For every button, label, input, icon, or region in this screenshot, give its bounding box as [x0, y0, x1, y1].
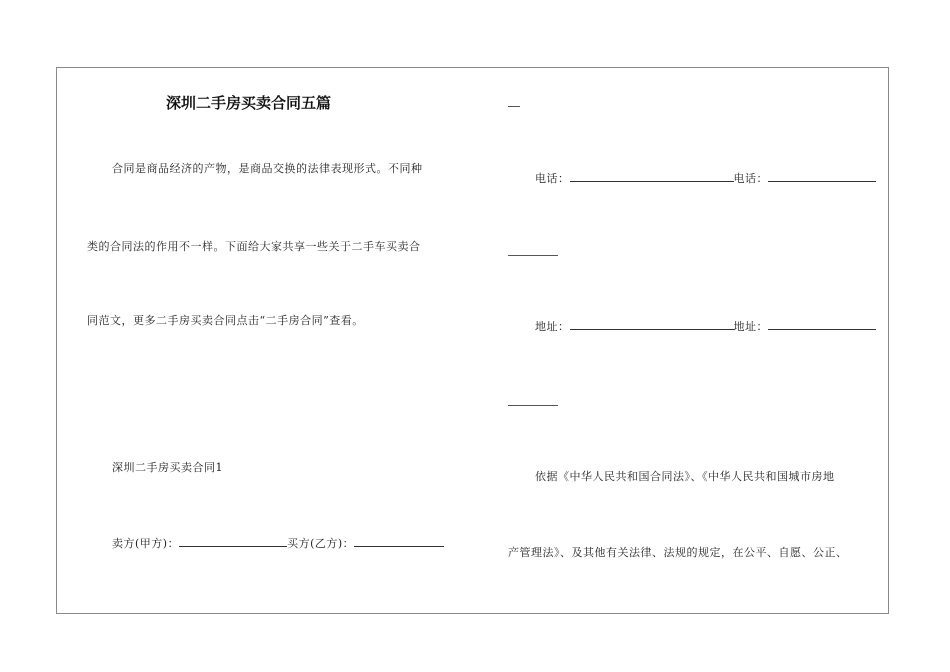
document-title: 深圳二手房买卖合同五篇: [166, 94, 332, 112]
address-label-2: 地址：: [733, 320, 768, 333]
phone-blank-1: [570, 170, 734, 182]
party-line: [112, 535, 444, 551]
phone-continuation-rule: [508, 255, 558, 256]
intro-line-2: 类的合同法的作用不一样。下面给大家共享一些关于二手车买卖合: [87, 240, 421, 253]
address-label-1: 地址：: [535, 320, 570, 333]
buyer-label: 买方(乙方)：: [287, 537, 355, 550]
address-continuation-rule: [508, 405, 558, 406]
phone-line: [535, 170, 876, 186]
phone-label-2: 电话：: [733, 172, 768, 185]
top-short-rule: [508, 106, 520, 107]
seller-label: 卖方(甲方)：: [112, 537, 180, 550]
phone-label-1: 电话：: [535, 172, 570, 185]
intro-line-1: 合同是商品经济的产物，是商品交换的法律表现形式。不同种: [112, 162, 423, 175]
phone-blank-2: [768, 170, 876, 182]
basis-line-1: 依据《中华人民共和国合同法》、《中华人民共和国城市房地: [535, 470, 835, 483]
seller-blank: [179, 535, 287, 547]
buyer-blank: [354, 535, 444, 547]
document-page: [56, 67, 889, 614]
basis-line-2: 产管理法》、及其他有关法律、法规的规定，在公平、自愿、公正、: [508, 546, 848, 559]
intro-line-3: 同范文，更多二手房买卖合同点击“二手房合同”查看。: [87, 314, 364, 327]
address-blank-2: [768, 318, 876, 330]
address-line: [535, 318, 876, 334]
address-blank-1: [570, 318, 734, 330]
contract-heading: 深圳二手房买卖合同1: [112, 461, 223, 474]
